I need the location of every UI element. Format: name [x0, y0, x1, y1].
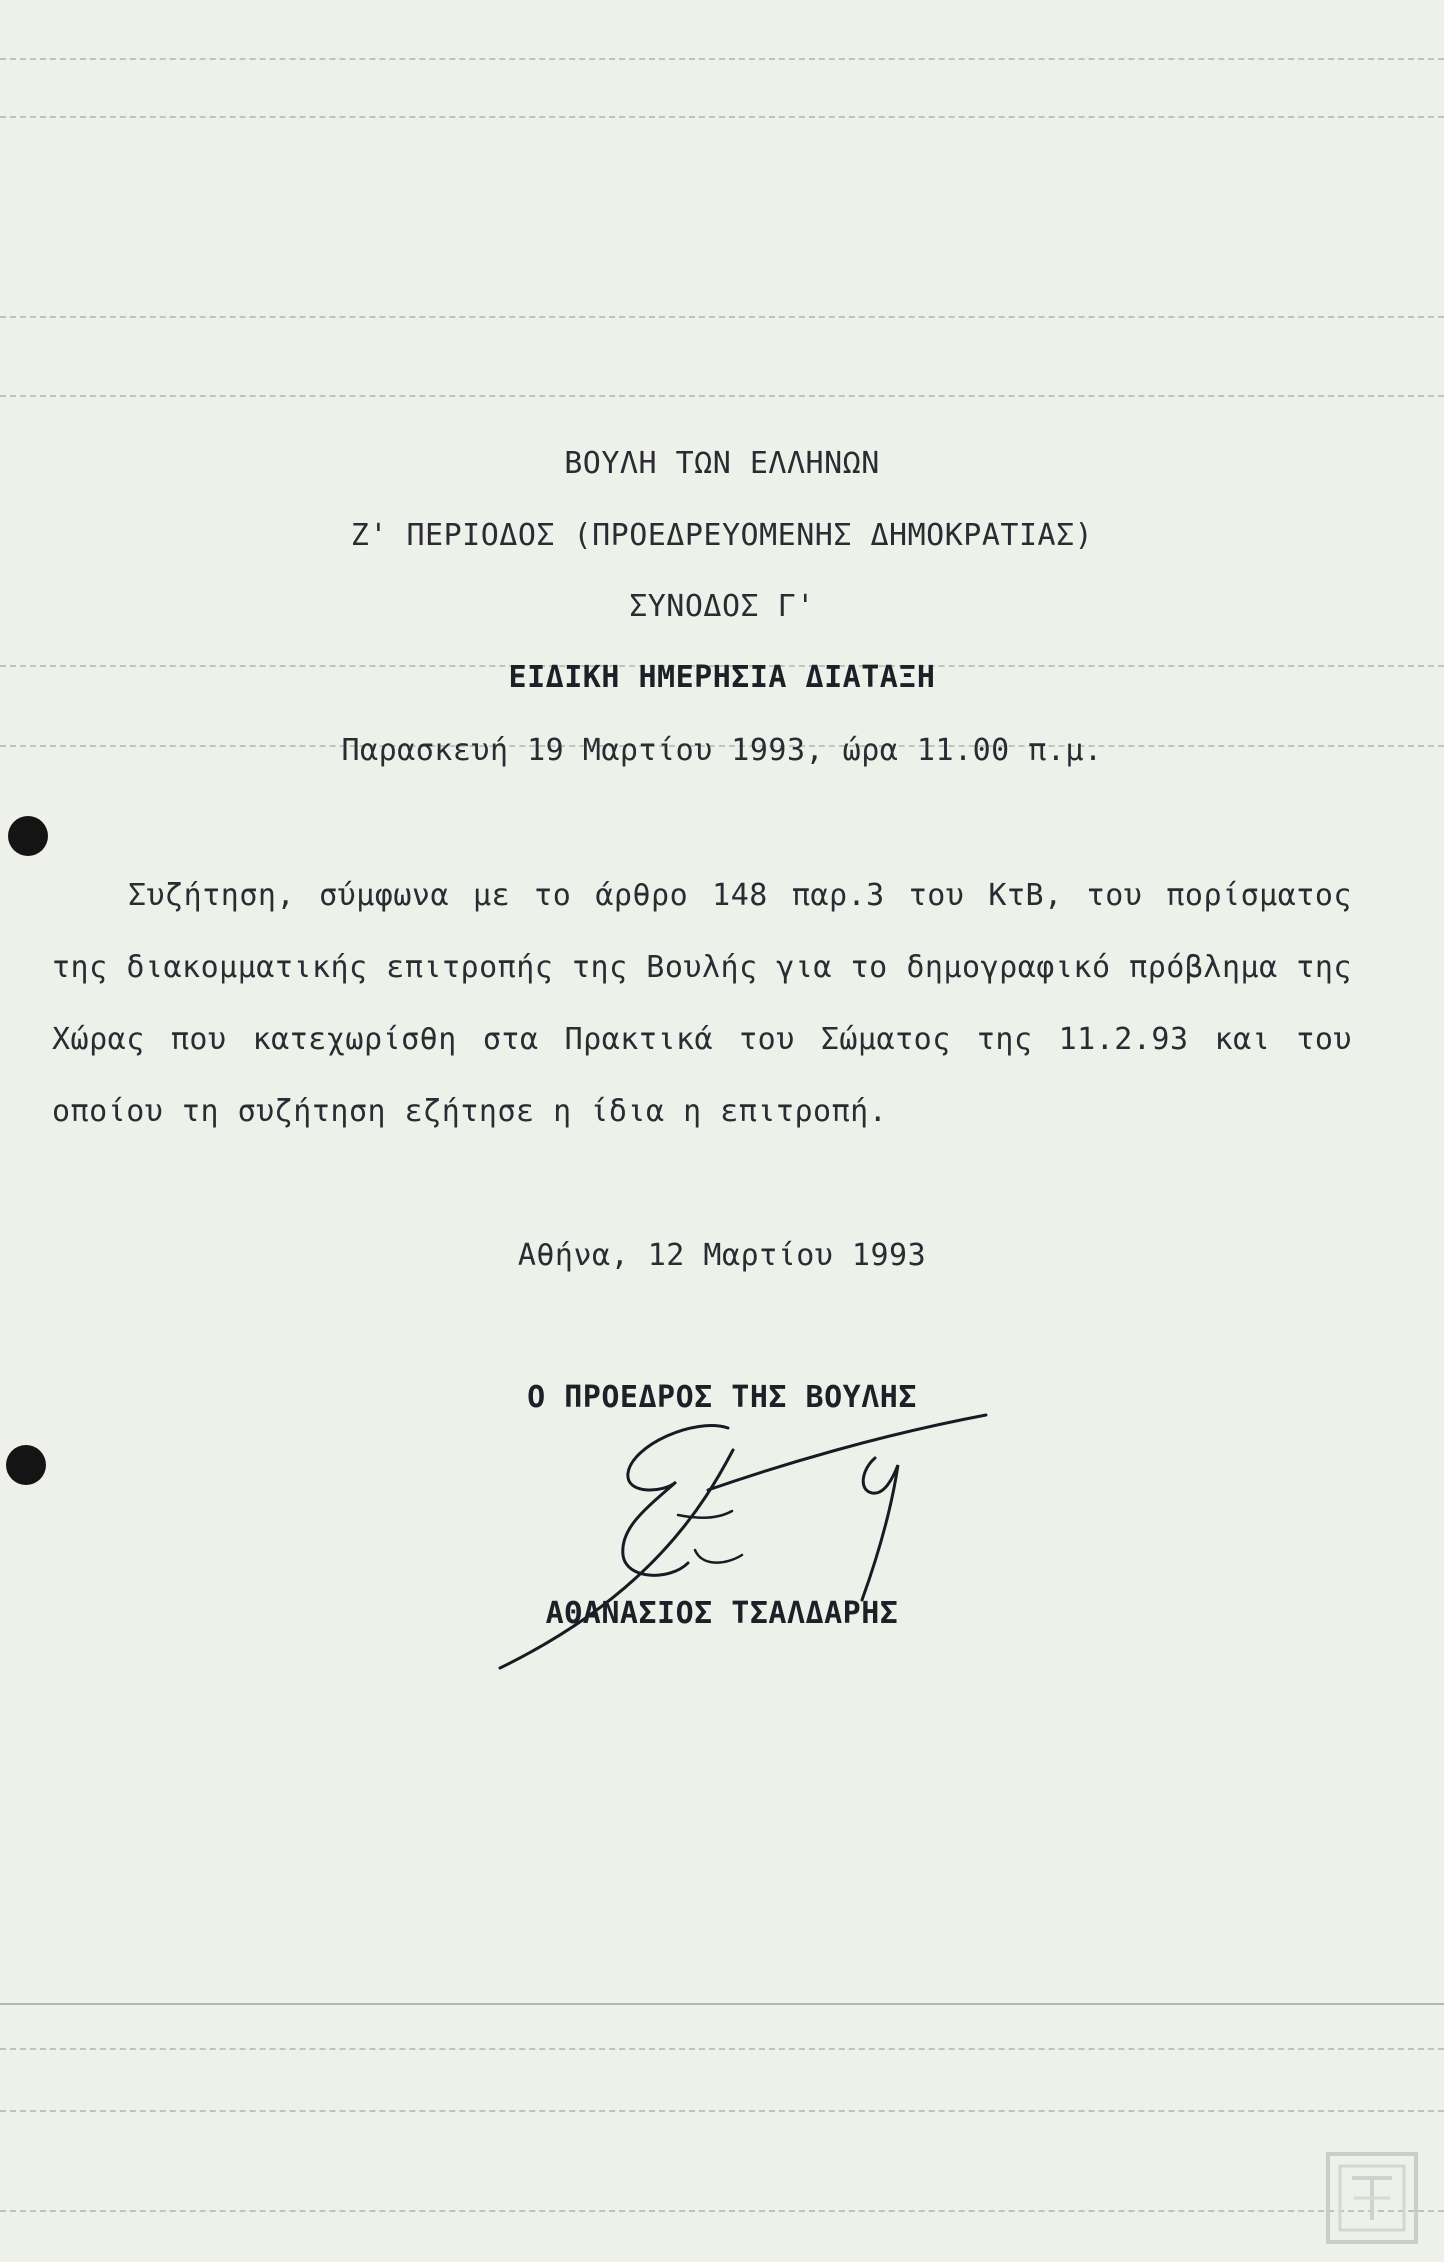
meeting-datetime: Παρασκευή 19 Μαρτίου 1993, ώρα 11.00 π.μ.	[341, 733, 1103, 768]
place-and-date: Αθήνα, 12 Μαρτίου 1993	[517, 1238, 927, 1273]
punch-hole-icon	[8, 816, 48, 856]
agenda-item-text	[52, 860, 1352, 1148]
agenda-title: ΕΙΔΙΚΗ ΗΜΕΡΗΣΙΑ ΔΙΑΤΑΞΗ	[508, 660, 936, 695]
paper-rule	[0, 2048, 1444, 2050]
paper-rule	[0, 316, 1444, 318]
paper-rule	[0, 58, 1444, 60]
session-number: ΣΥΝΟΔΟΣ Γ'	[629, 589, 815, 624]
signatory-title: Ο ΠΡΟΕΔΡΟΣ ΤΗΣ ΒΟΥΛΗΣ	[527, 1380, 917, 1415]
paper-rule	[0, 2210, 1444, 2212]
paper-rule	[0, 395, 1444, 397]
paper-rule	[0, 116, 1444, 118]
parliament-name: ΒΟΥΛΗ ΤΩΝ ΕΛΛΗΝΩΝ	[564, 446, 880, 481]
paper-rule	[0, 2003, 1444, 2005]
parliamentary-period: Ζ' ΠΕΡΙΟΔΟΣ (ΠΡΟΕΔΡΕΥΟΜΕΝΗΣ ΔΗΜΟΚΡΑΤΙΑΣ)	[350, 518, 1094, 553]
agenda-item-paragraph: Συζήτηση, σύμφωνα με το άρθρο 148 παρ.3 του ΚτΒ, του πορίσματος της διακομματικής επιτροπής της Βουλής για το δημογραφικό πρόβλημα της Χώρας που κατεχωρίσθη στα Πρακτικά του Σώματος της 11.2.93 και του οποίου τη συζήτηση εζήτησε η ίδια η επιτροπή.	[52, 878, 1352, 1129]
paper-rule	[0, 2110, 1444, 2112]
handwritten-signature	[480, 1395, 1000, 1695]
archive-stamp-icon	[1322, 2148, 1422, 2248]
signatory-name: ΑΘΑΝΑΣΙΟΣ ΤΣΑΛΔΑΡΗΣ	[545, 1596, 899, 1631]
punch-hole-icon	[6, 1445, 46, 1485]
